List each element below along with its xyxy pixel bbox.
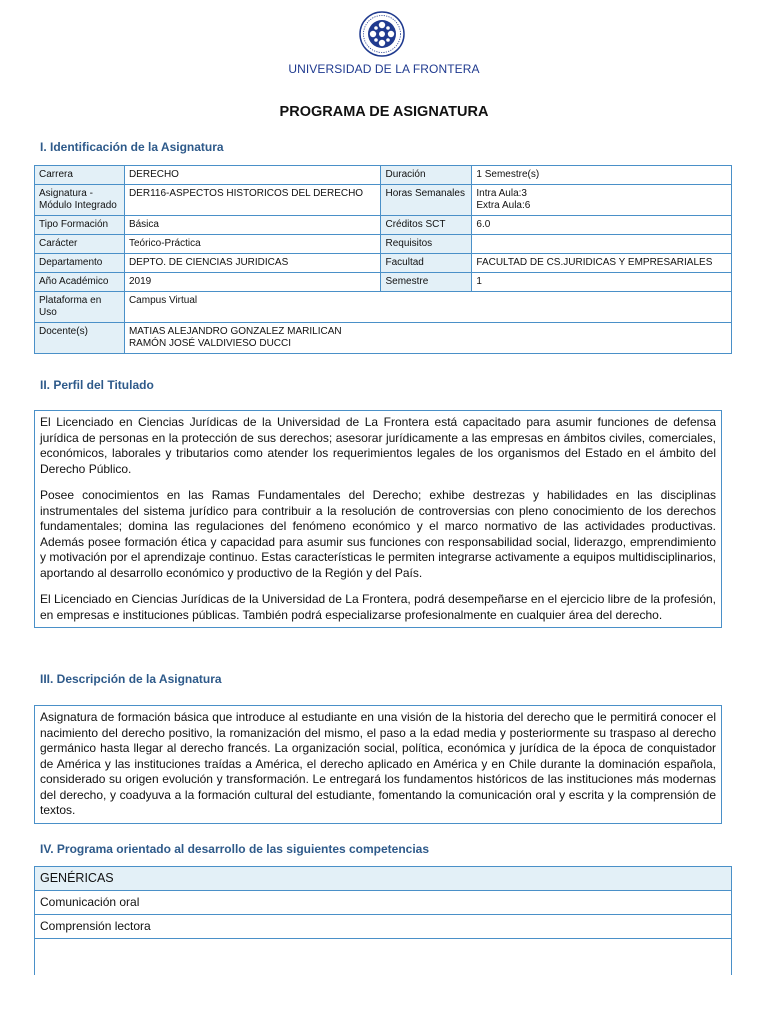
university-logo (359, 11, 405, 57)
competencia-item: Comprensión lectora (35, 915, 732, 939)
competencia-empty-cell (35, 939, 732, 976)
table-row (35, 939, 732, 976)
table-row (35, 185, 732, 216)
value-semestre: 1 (472, 273, 732, 292)
value-intra-aula: Intra Aula:3 (476, 188, 527, 199)
section-heading-descripcion: III. Descripción de la Asignatura (40, 672, 222, 686)
descripcion-paragraph: Asignatura de formación básica que introduce al estudiante en una visión de la historia del derecho que le permitirá conocer el nacimiento del derecho positivo, la romanización del mismo, el paso a la edad media y posteriormente su traspaso al derecho germánico hasta llegar al derecho francés. La organización social, política, económica y jurídica de la época de conquistador de América y las instituciones traídas a América, el derecho aplicado en América y en Chile durante la dominación española, considerado su origen evolución y transformación. Le entregará los fundamentos históricos de las instituciones más modernas del derecho, y coadyuva a la formación cultural del estudiante, fomentando la comunicación oral y escrita y la comprensión de textos. (40, 710, 716, 817)
label-ano-academico: Año Académico (35, 273, 125, 292)
label-plataforma: Plataforma en Uso (35, 292, 125, 323)
value-docentes (124, 323, 731, 354)
table-row (35, 915, 732, 939)
page-title: PROGRAMA DE ASIGNATURA (279, 104, 489, 120)
label-requisitos: Requisitos (381, 235, 472, 254)
value-asignatura: DER116-ASPECTOS HISTORICOS DEL DERECHO (124, 185, 381, 216)
value-ano-academico: 2019 (124, 273, 381, 292)
perfil-paragraph: El Licenciado en Ciencias Jurídicas de la Universidad de La Frontera, podrá desempeñarse en el ejercicio libre de la profesión, en empresas e instituciones públicas. También podrá especializarse profesionalmente en cualquier área del derecho. (40, 592, 716, 622)
table-row (35, 292, 732, 323)
value-creditos: 6.0 (472, 216, 732, 235)
competencias-header: GENÉRICAS (35, 867, 732, 891)
value-plataforma: Campus Virtual (124, 292, 731, 323)
table-row (35, 235, 732, 254)
value-departamento: DEPTO. DE CIENCIAS JURIDICAS (124, 254, 381, 273)
section-heading-competencias: IV. Programa orientado al desarrollo de las siguientes competencias (40, 842, 430, 856)
competencia-item: Comunicación oral (35, 891, 732, 915)
label-duracion: Duración (381, 166, 472, 185)
value-extra-aula: Extra Aula:6 (476, 200, 531, 211)
value-caracter: Teórico-Práctica (124, 235, 381, 254)
label-carrera: Carrera (35, 166, 125, 185)
label-semestre: Semestre (381, 273, 472, 292)
descripcion-box (34, 705, 722, 824)
docente-name: MATIAS ALEJANDRO GONZALEZ MARILICAN (128, 326, 342, 337)
table-row (35, 867, 732, 891)
label-caracter: Carácter (35, 235, 125, 254)
label-facultad: Facultad (381, 254, 472, 273)
table-row (35, 891, 732, 915)
docente-name: RAMÓN JOSÉ VALDIVIESO DUCCI (128, 338, 292, 349)
value-facultad: FACULTAD DE CS.JURIDICAS Y EMPRESARIALES (472, 254, 732, 273)
label-creditos: Créditos SCT (381, 216, 472, 235)
table-row (35, 166, 732, 185)
label-horas: Horas Semanales (381, 185, 472, 216)
label-tipo-formacion: Tipo Formación (35, 216, 125, 235)
value-horas (472, 185, 732, 216)
table-row (35, 323, 732, 354)
value-requisitos (472, 235, 732, 254)
table-row (35, 254, 732, 273)
table-row (35, 273, 732, 292)
university-name: UNIVERSIDAD DE LA FRONTERA (288, 62, 480, 76)
label-asignatura: Asignatura - Módulo Integrado (35, 185, 125, 216)
section-heading-perfil: II. Perfil del Titulado (40, 378, 154, 392)
value-carrera: DERECHO (124, 166, 381, 185)
section-heading-identification: I. Identificación de la Asignatura (40, 140, 224, 154)
perfil-paragraph: El Licenciado en Ciencias Jurídicas de la Universidad de La Frontera está capacitado para asumir funciones de defensa jurídica de personas en la protección de sus derechos; asesorar jurídicamente a las empresas en ámbitos civiles, comerciales, económicos, laborales y tributarios como atender los requerimientos legales de los organismos del Estado en el ámbito del Derecho Público. (40, 415, 716, 476)
competencias-table (34, 866, 732, 975)
identification-table (34, 165, 732, 354)
value-tipo-formacion: Básica (124, 216, 381, 235)
label-departamento: Departamento (35, 254, 125, 273)
table-row (35, 216, 732, 235)
perfil-paragraph: Posee conocimientos en las Ramas Fundamentales del Derecho; exhibe destrezas y habilidades en las disciplinas instrumentales del sistema jurídico para contribuir a la resolución de controversias con pleno conocimiento de los derechos fundamentales; domina las regulaciones del fenómeno económico y el marco normativo de las actividades productivas. Además posee formación ética y capacidad para asumir sus funciones con responsabilidad social, liderazgo, emprendimiento y motivación por el aprendizaje continuo. Estas características le permiten integrarse activamente a equipos multidisciplinarios, aportando al desarrollo económico y productivo de la Región y del País. (40, 488, 716, 580)
label-docentes: Docente(s) (35, 323, 125, 354)
value-duracion: 1 Semestre(s) (472, 166, 732, 185)
perfil-box (34, 410, 722, 628)
